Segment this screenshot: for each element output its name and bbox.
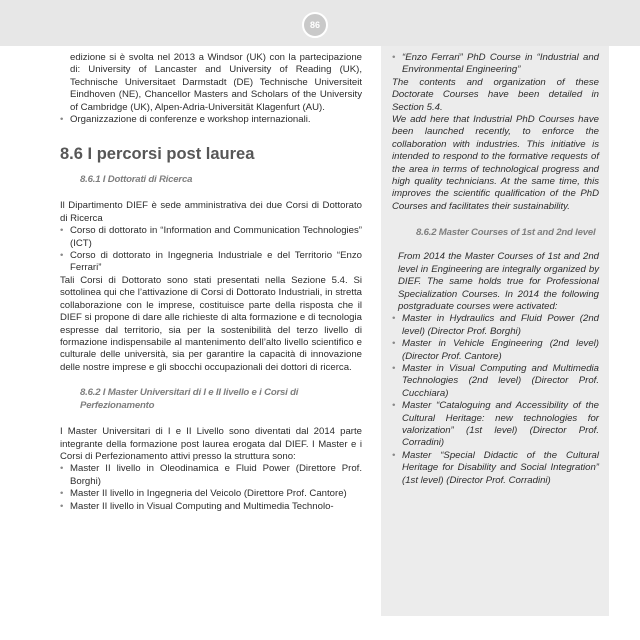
list-item: • Master II livello in Visual Computing and Multimedia Technolo-: [60, 501, 362, 513]
intro-list: [60, 114, 362, 126]
list-item: • Master in Hydraulics and Fluid Power (2nd level) (Director Prof. Borghi): [392, 313, 599, 338]
master-courses-paragraph: From 2014 the Master Courses of 1st and 2nd level in Engineering are integrally organized by DIEF. The same holds true for Professional Specialization Courses. In 2014 the following postgraduate courses were activated:: [398, 251, 599, 312]
list-item: • Corso di dottorato in Ingegneria Industriale e del Territorio “Enzo Ferrari”: [60, 250, 362, 275]
dottorati-paragraph: Tali Corsi di Dottorato sono stati presentati nella Sezione 5.4. Si sottolinea qui che l’attivazione di Corsi di Dottorato Industriali, in stretta collaborazione con le imprese, costituisce parte della risposta che il DIEF si propone di dare alle richieste di alta formazione e di tecnologia espresse dal territorio, sia per la sostenibilità del terzo livello di formazione indispensabile al mantenimento dell’alto livello scientifico e culturale delle università, sia per garantire la capacità di innovazione delle nostre imprese e gli sbocchi occupazionali dei dottori di ricerca.: [60, 274, 362, 373]
dottorati-intro: Il Dipartimento DIEF è sede amministrativa dei due Corsi di Dottorato di Ricerca: [60, 200, 362, 224]
page-header-bar: [0, 0, 640, 46]
list-item: • Master in Visual Computing and Multimedia Technologies (2nd level) (Director Prof. Cucchiara): [392, 363, 599, 400]
list-item: • Master II livello in Ingegneria del Veicolo (Direttore Prof. Cantore): [60, 488, 362, 500]
italian-column: [60, 52, 362, 513]
list-item: • Master “Cataloguing and Accessibility of the Cultural Heritage: new technologies for valorization” (1st level) (Director Prof. Corradini): [392, 400, 599, 450]
page-number-badge: 86: [302, 12, 328, 38]
intro-paragraph: edizione si è svolta nel 2013 a Windsor (UK) con la partecipazione di: University of Lancaster and University of Reading (UK), Technische Universitaet Darmstadt (DE) Technische Universiteit Eindhoven (NE), Chancellor Masters and Scholars of the University of Cambridge (UK), Alpen-Adria-Universität Klagenfurt (AU).: [70, 52, 362, 113]
master-list: [60, 463, 362, 513]
list-item: • Master “Special Didactic of the Cultural Heritage for Disability and Social Integration” (1st level) (Director Prof. Corradini): [392, 450, 599, 487]
subsection-title-dottorati: 8.6.1 I Dottorati di Ricerca: [80, 174, 193, 186]
list-item: • Organizzazione di conferenze e workshop internazionali.: [60, 114, 362, 126]
doctorate-paragraph-1: The contents and organization of these Doctorate Courses have been detailed in Section 5.4.: [392, 76, 599, 113]
subsection-title-master: 8.6.2 I Master Universitari di I e II livello e i Corsi di Perfezionamento: [80, 387, 299, 412]
dottorati-list: [60, 225, 362, 275]
section-title: 8.6 I percorsi post laurea: [60, 145, 255, 164]
master-intro: I Master Universitari di I e II Livello sono diventati dal 2014 parte integrante della formazione post laurea erogata dal DIEF. I Master e i Corsi di Perfezionamento attivi presso la struttura sono:: [60, 426, 362, 462]
master-courses-list: [392, 313, 599, 487]
doctorate-paragraph-2: We add here that Industrial PhD Courses have been launched recently, to enforce the collaboration with industries. This initiative is intended to respond to the formative requests of the area in terms of technological progress and high quality technicians. At the same time, this improves the scientific qualification of the PhD Courses and facilitates their sustainability.: [392, 114, 599, 212]
list-item: • “Enzo Ferrari” PhD Course in “Industrial and Environmental Engineering”: [392, 52, 599, 77]
list-item: • Master II livello in Oleodinamica e Fluid Power (Direttore Prof. Borghi): [60, 463, 362, 488]
subsection-title-master-courses: 8.6.2 Master Courses of 1st and 2nd level: [416, 227, 596, 239]
english-column: [392, 52, 599, 487]
list-item: • Corso di dottorato in “Information and Communication Technologies” (ICT): [60, 225, 362, 250]
list-item: • Master in Vehicle Engineering (2nd level) (Director Prof. Cantore): [392, 338, 599, 363]
phd-list: [392, 52, 599, 77]
